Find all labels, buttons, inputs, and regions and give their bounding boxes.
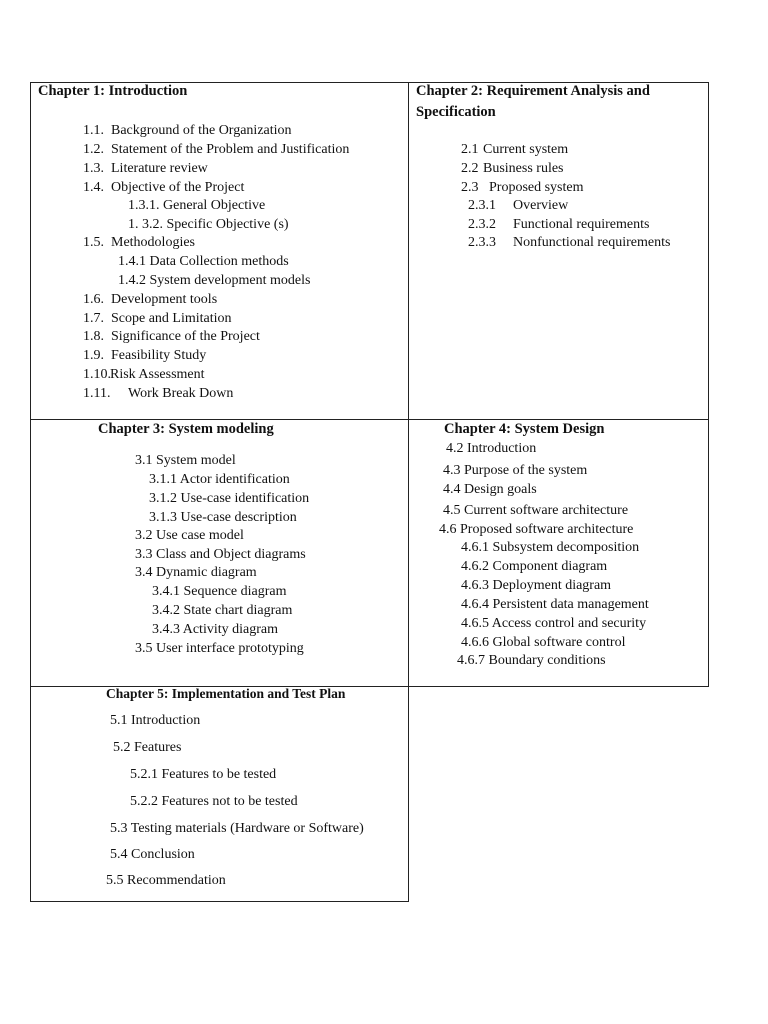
chapter4-title: Chapter 4: System Design [444, 421, 605, 437]
toc-item-number: 1.3. [83, 161, 104, 176]
toc-item-number: 1.10. [83, 367, 111, 382]
toc-item-number: 2.3.3 [468, 235, 496, 250]
toc-item-title: Work Break Down [128, 386, 234, 401]
toc-subitem: 1.4.2 System development models [118, 273, 311, 288]
table-border-right [708, 82, 709, 687]
toc-item: 3.4.3 Activity diagram [152, 622, 278, 637]
toc-item: 5.3 Testing materials (Hardware or Software) [110, 821, 364, 836]
toc-item: 4.6.4 Persistent data management [461, 597, 649, 612]
toc-item-number: 2.3 [461, 180, 479, 195]
toc-item: 4.6 Proposed software architecture [439, 522, 634, 537]
toc-item-number: 2.3.2 [468, 217, 496, 232]
toc-item: 4.6.6 Global software control [461, 635, 626, 650]
toc-item-title: Methodologies [111, 235, 195, 250]
toc-item: 3.5 User interface prototyping [135, 641, 304, 656]
toc-item: 3.2 Use case model [135, 528, 244, 543]
toc-item: 5.5 Recommendation [106, 873, 226, 888]
toc-item-title: Objective of the Project [111, 180, 245, 195]
toc-item: 3.4.2 State chart diagram [152, 603, 293, 618]
toc-item-number: 1.1. [83, 123, 104, 138]
toc-item: 4.5 Current software architecture [443, 503, 629, 518]
toc-item-title: Current system [483, 142, 569, 157]
toc-item-title: Overview [513, 198, 569, 213]
toc-item: 5.2 Features [113, 740, 182, 755]
toc-item-number: 2.3.1 [468, 198, 496, 213]
chapter1-title: Chapter 1: Introduction [38, 83, 188, 99]
toc-item: 3.1 System model [135, 453, 236, 468]
toc-item-number: 2.1 [461, 142, 479, 157]
table-border-bottom [30, 901, 409, 902]
toc-item-title: Business rules [483, 161, 564, 176]
toc-item-title: Risk Assessment [110, 367, 205, 382]
chapter5-title: Chapter 5: Implementation and Test Plan [106, 686, 346, 701]
toc-subitem: 1. 3.2. Specific Objective (s) [128, 217, 289, 232]
toc-item-title: Scope and Limitation [111, 311, 232, 326]
toc-item-number: 1.2. [83, 142, 104, 157]
toc-item-title: Development tools [111, 292, 218, 307]
toc-item-number: 1.6. [83, 292, 104, 307]
toc-item: 4.4 Design goals [443, 482, 537, 497]
toc-item-number: 1.4. [83, 180, 104, 195]
toc-item-number: 1.5. [83, 235, 104, 250]
toc-item: 4.3 Purpose of the system [443, 463, 588, 478]
toc-item: 5.2.2 Features not to be tested [130, 794, 298, 809]
toc-item: 4.6.1 Subsystem decomposition [461, 540, 640, 555]
toc-item: 4.6.3 Deployment diagram [461, 578, 612, 593]
toc-item-title: Feasibility Study [111, 348, 207, 363]
toc-item: 3.4 Dynamic diagram [135, 565, 257, 580]
toc-item: 3.4.1 Sequence diagram [152, 584, 287, 599]
toc-subitem: 1.3.1. General Objective [128, 198, 266, 213]
toc-subitem: 1.4.1 Data Collection methods [118, 254, 289, 269]
toc-item-title: Literature review [111, 161, 208, 176]
toc-item: 3.1.3 Use-case description [149, 510, 297, 525]
chapter2-title-line2: Specification [416, 104, 496, 120]
toc-item: 5.4 Conclusion [110, 847, 195, 862]
toc-item-number: 1.7. [83, 311, 104, 326]
toc-item: 4.2 Introduction [446, 441, 537, 456]
toc-item-number: 2.2 [461, 161, 479, 176]
toc-item-title: Significance of the Project [111, 329, 260, 344]
toc-item-number: 1.9. [83, 348, 104, 363]
toc-item-number: 1.8. [83, 329, 104, 344]
toc-item: 3.3 Class and Object diagrams [135, 547, 306, 562]
chapter2-title-line1: Chapter 2: Requirement Analysis and [416, 83, 650, 99]
toc-item: 5.1 Introduction [110, 713, 201, 728]
toc-item-number: 1.11. [83, 386, 111, 401]
toc-item: 4.6.2 Component diagram [461, 559, 608, 574]
toc-item: 3.1.2 Use-case identification [149, 491, 310, 506]
toc-item-title: Functional requirements [513, 217, 650, 232]
toc-item: 5.2.1 Features to be tested [130, 767, 277, 782]
toc-item-title: Proposed system [489, 180, 584, 195]
table-column-divider [408, 82, 409, 902]
toc-item: 4.6.5 Access control and security [461, 616, 647, 631]
toc-item-title: Background of the Organization [111, 123, 292, 138]
table-border-left [30, 82, 31, 902]
toc-item-title: Statement of the Problem and Justification [111, 142, 350, 157]
toc-item-title: Nonfunctional requirements [513, 235, 671, 250]
toc-item: 3.1.1 Actor identification [149, 472, 290, 487]
chapter3-title: Chapter 3: System modeling [98, 421, 274, 437]
toc-item: 4.6.7 Boundary conditions [457, 653, 606, 668]
